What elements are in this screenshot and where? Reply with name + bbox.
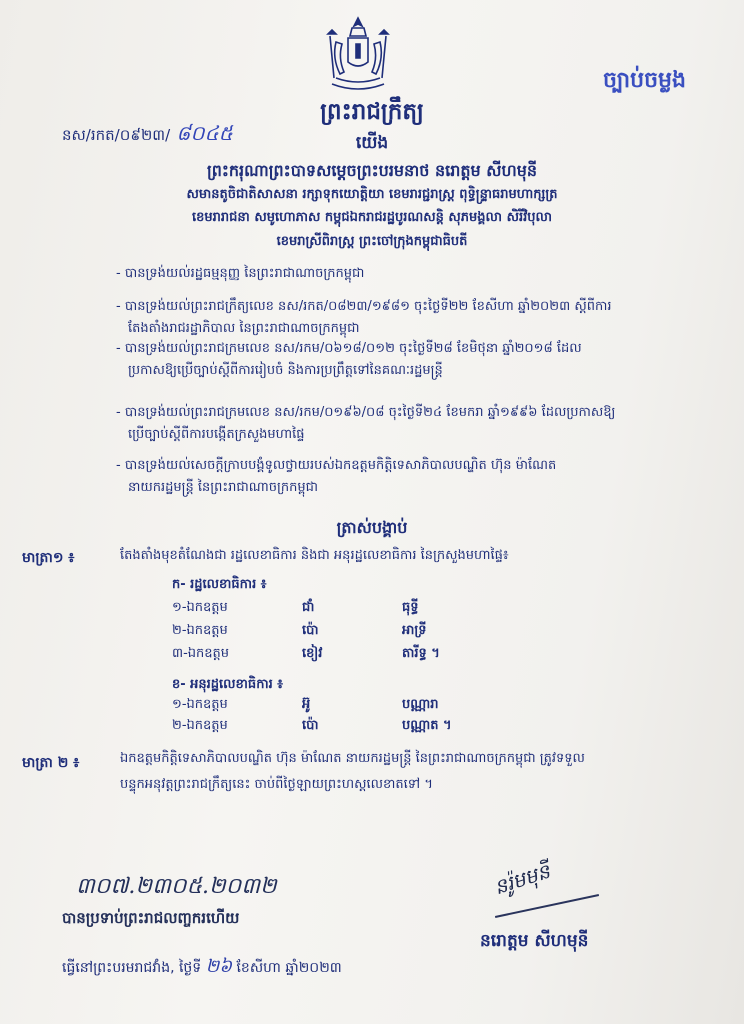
appointee-row: ២-ឯកឧត្តម ប៉ោ បណ្ណាត ។ (172, 718, 452, 733)
royal-title-line-3: ខេមរាស្រីពិរាស្ត្រ ព្រះចៅក្រុងកម្ពុជាធិបតី (276, 234, 468, 249)
royal-title-line-2: ខេមរារាជនា សមូហោភាស កម្ពុជឯករាជរដ្ឋបូរណសន្តិ សុភមង្គលា សិរីវិបុលា (192, 210, 552, 225)
visa-item: - បានទ្រង់យល់ព្រះរាជក្រមលេខ នស/រកម/០១៩៦/០៨ ចុះថ្ងៃទី២៤ ខែមករា ឆ្នាំ១៩៩៦ ដែលប្រកាសឱ្យ ប្រើច្បាប់ស្តីពីការបង្កើតក្រសួងមហាផ្ទៃ (116, 405, 616, 442)
appointee-row: ២-ឯកឧត្តម ប៉ោ អាទ្រី (172, 623, 427, 638)
promulgation-note: បានប្រទាប់ព្រះរាជលញ្ចករហើយ (62, 909, 240, 927)
visa-item: - បានទ្រង់យល់ព្រះរាជក្រមលេខ នស/រកម/០៦១៨/០១២ ចុះថ្ងៃទី២៨ ខែមិថុនា ឆ្នាំ២០១៨ ដែល ប្រកាសឱ្យប្រើច្បាប់ស្តីពីការរៀបចំ និងការប្រព្រឹត្តទៅនៃគណៈរដ្ឋមន្ត្រី (116, 341, 582, 378)
article-1-label: មាត្រា១ ៖ (22, 550, 75, 566)
article-1-text: តែងតាំងមុខតំណែងជា រដ្ឋលេខាធិការ និងជា អនុរដ្ឋលេខាធិការ នៃក្រសួងមហាផ្ទៃ៖ (120, 548, 509, 563)
we-heading: យើង (355, 133, 389, 153)
decree-heading: ត្រាស់បង្គាប់ (336, 518, 408, 537)
appointee-row: ១-ឯកឧត្តម ជាំ ធុទ្ធី (172, 600, 419, 615)
document-title: ព្រះរាជក្រឹត្យ (320, 99, 424, 125)
handwritten-day: ២៦ (205, 956, 233, 977)
article-2-text: ឯកឧត្តមកិត្តិទេសាភិបាលបណ្ឌិត ហ៊ុន ម៉ាណែត នាយករដ្ឋមន្ត្រី នៃព្រះរាជាណាចក្រកម្ពុជា ត្រូវទទួល បន្ទុកអនុវត្តព្រះរាជក្រឹត្យនេះ ចាប់ពីថ្ងៃឡាយព្រះហស្តលេខាតទៅ ។ (120, 751, 585, 792)
appointee-row: ១-ឯកឧត្តម អ៊ូ បណ្ណារា (172, 697, 439, 712)
group-b-heading: ខ- អនុរដ្ឋលេខាធិការ ៖ (172, 677, 283, 692)
appointee-row: ៣-ឯកឧត្តម ខៀវ តារីទ្ធ ។ (172, 646, 440, 661)
visa-item: - បានទ្រង់យល់រដ្ឋធម្មនុញ្ញ នៃព្រះរាជាណាចក្រកម្ពុជា (116, 266, 365, 281)
signer-name: នរោត្តម សីហមុនី (480, 931, 589, 951)
royal-signature: នរ៉ូមមុនី (491, 858, 553, 900)
visa-item: - បានទ្រង់យល់ព្រះរាជក្រឹត្យលេខ នស/រកត/០៨២៣/១៩៨១ ចុះថ្ងៃទី២២ ខែសីហា ឆ្នាំ២០២៣ ស្តីពីការ តែងតាំងរាជរដ្ឋាភិបាល នៃព្រះរាជាណាចក្រកម្ពុជា (116, 299, 612, 336)
royal-title-line-1: សមានតូចិជាតិសាសនា រក្សាទុកយោត្តិយា ខេមរារជ្ជរាស្ត្រ ពុទ្ធិន្រ្ទាធរាមហាក្សត្រ (186, 187, 558, 202)
copy-stamp: ច្បាប់ចម្លង (602, 68, 686, 93)
royal-coat-of-arms-icon (322, 14, 394, 98)
visa-item: - បានទ្រង់យល់សេចក្តីក្រាបបង្គំទូលថ្វាយរបស់ឯកឧត្តមកិត្តិទេសាភិបាលបណ្ឌិត ហ៊ុន ម៉ាណែត នាយករដ្ឋមន្ត្រី នៃព្រះរាជាណាចក្រកម្ពុជា (116, 458, 557, 495)
reference-number-printed: នស/រកត/០៩២៣/ (62, 126, 171, 144)
handwritten-date: ៣០៧.២៣០៥.២០៣២ (76, 874, 277, 899)
reference-number-handwritten: ៨០៤៥ (176, 121, 233, 145)
article-2-label: មាត្រា ២ ៖ (22, 755, 80, 771)
king-title-line: ព្រះករុណាព្រះបាទសម្តេចព្រះបរមនាថ នរោត្តម សីហមុនី (206, 161, 538, 180)
place-and-date: ធ្វើនៅព្រះបរមរាជវាំង, ថ្ងៃទី ២៦ ខែសីហា ឆ្នាំ២០២៣ (62, 956, 342, 977)
group-a-heading: ក- រដ្ឋលេខាធិការ ៖ (172, 577, 267, 592)
